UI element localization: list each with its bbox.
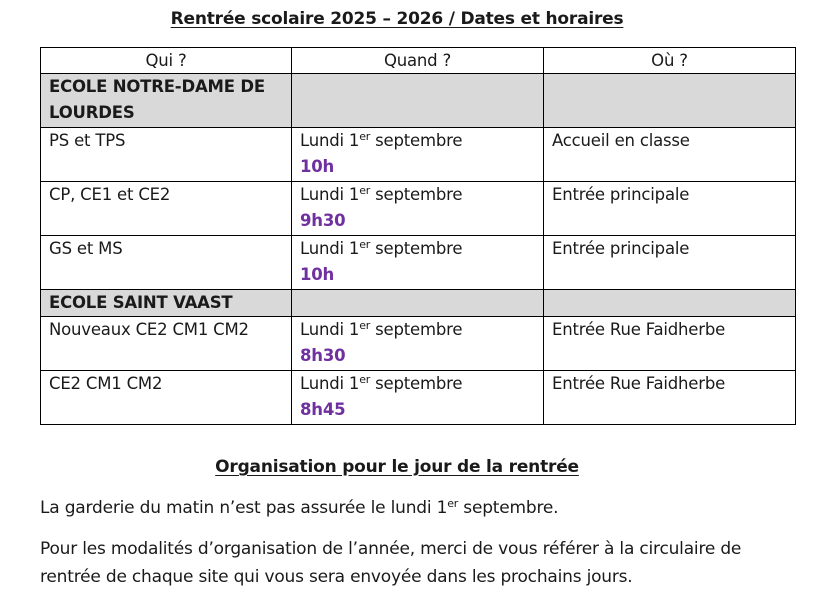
school-name: ECOLE NOTRE-DAME DE LOURDES (41, 74, 292, 128)
daycare-text: La garderie du matin n’est pas assurée le lundi 1 (40, 498, 448, 518)
date-month: septembre (375, 320, 463, 339)
date-day: Lundi 1 (300, 374, 360, 393)
time-value: 8h45 (300, 400, 346, 419)
date-sup: er (359, 238, 371, 251)
date-sup: er (359, 319, 371, 332)
where-cell: Accueil en classe (544, 128, 796, 182)
who-cell: CE2 CM1 CM2 (41, 371, 292, 425)
daycare-sup: er (447, 497, 459, 510)
school-row-notre-dame (41, 74, 796, 128)
table-row (41, 236, 796, 290)
where-cell: Entrée Rue Faidherbe (544, 317, 796, 371)
table-row (41, 371, 796, 425)
time-value: 9h30 (300, 211, 346, 230)
who-cell: GS et MS (41, 236, 292, 290)
date-month: septembre (375, 131, 463, 150)
date-day: Lundi 1 (300, 185, 360, 204)
time-value: 10h (300, 157, 335, 176)
schedule-table (40, 47, 796, 425)
time-value: 10h (300, 265, 335, 284)
date-month: septembre (375, 239, 463, 258)
date-month: septembre (375, 185, 463, 204)
date-day: Lundi 1 (300, 320, 360, 339)
date-sup: er (359, 184, 371, 197)
table-row (41, 182, 796, 236)
time-value: 8h30 (300, 346, 346, 365)
header-when: Quand ? (292, 48, 544, 74)
organisation-notice: Pour les modalités d’organisation de l’année, merci de vous référer à la circulaire de rentrée de chaque site qui vous sera envoyée dans les prochains jours. (40, 539, 742, 587)
where-cell: Entrée principale (544, 182, 796, 236)
when-cell (292, 371, 544, 425)
empty-cell (544, 74, 796, 128)
when-cell (292, 317, 544, 371)
date-sup: er (359, 373, 371, 386)
date-day: Lundi 1 (300, 239, 360, 258)
header-where: Où ? (544, 48, 796, 74)
empty-cell (292, 290, 544, 317)
date-day: Lundi 1 (300, 131, 360, 150)
header-who: Qui ? (41, 48, 292, 74)
date-month: septembre (375, 374, 463, 393)
daycare-notice (40, 494, 780, 522)
table-row (41, 128, 796, 182)
table-row (41, 317, 796, 371)
where-cell: Entrée principale (544, 236, 796, 290)
who-cell: Nouveaux CE2 CM1 CM2 (41, 317, 292, 371)
when-cell (292, 236, 544, 290)
school-row-saint-vaast (41, 290, 796, 317)
date-sup: er (359, 130, 371, 143)
empty-cell (544, 290, 796, 317)
daycare-text-end: septembre. (458, 498, 559, 518)
empty-cell (292, 74, 544, 128)
page-title: Rentrée scolaire 2025 – 2026 / Dates et horaires (170, 9, 624, 29)
organisation-heading: Organisation pour le jour de la rentrée (215, 457, 579, 477)
when-cell (292, 182, 544, 236)
who-cell: PS et TPS (41, 128, 292, 182)
where-cell: Entrée Rue Faidherbe (544, 371, 796, 425)
who-cell: CP, CE1 et CE2 (41, 182, 292, 236)
table-header-row (41, 48, 796, 74)
when-cell (292, 128, 544, 182)
school-name: ECOLE SAINT VAAST (41, 290, 292, 317)
